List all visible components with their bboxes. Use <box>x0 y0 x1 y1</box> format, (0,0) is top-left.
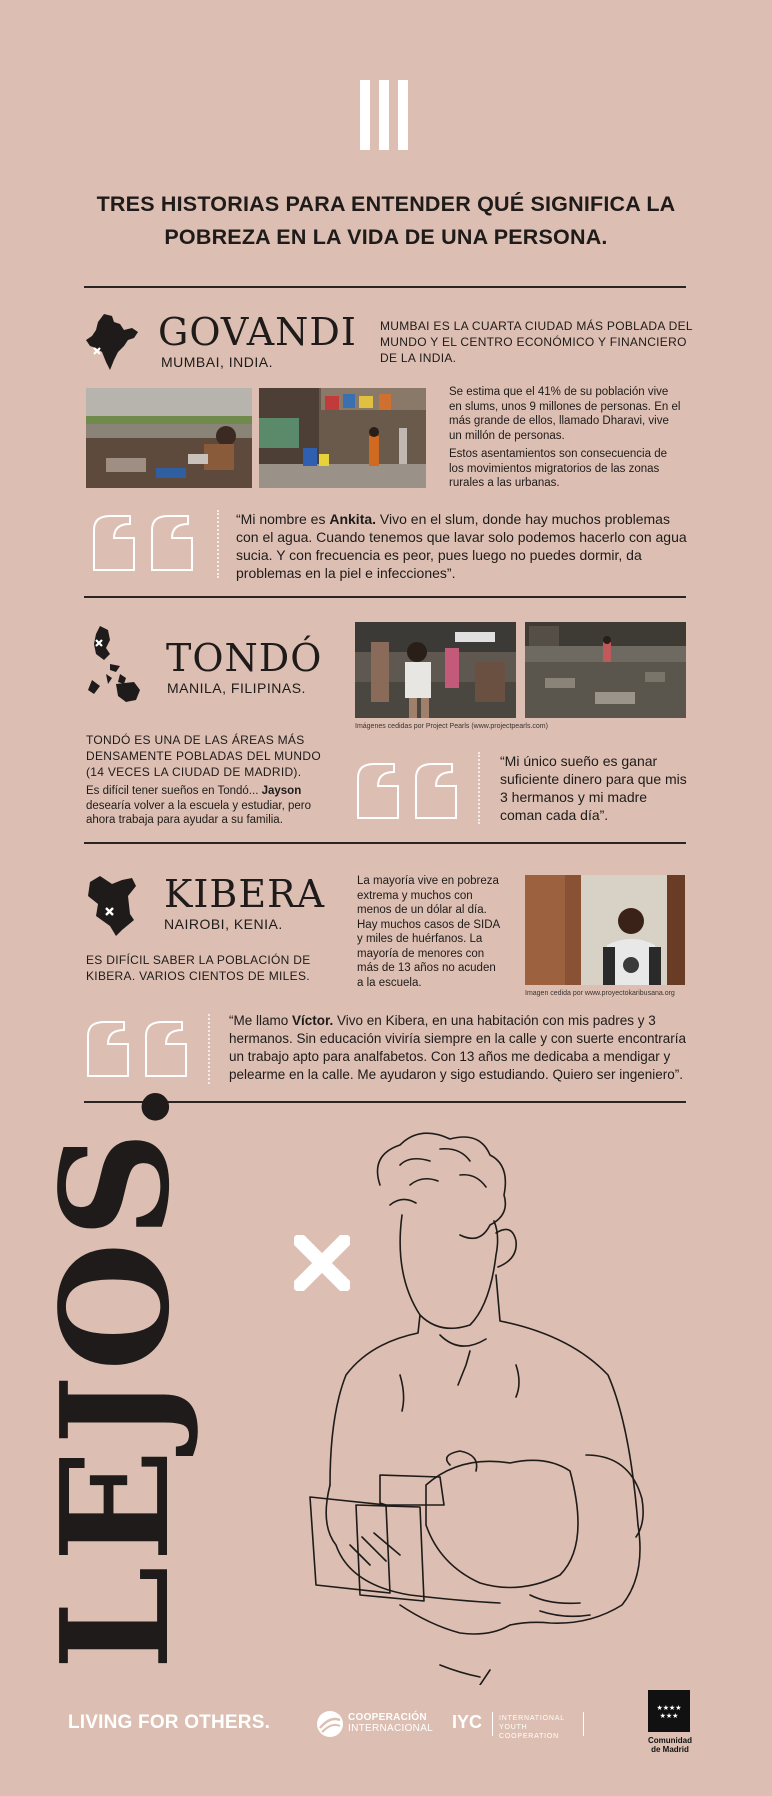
kibera-location: NAIROBI, KENIA. <box>164 916 283 932</box>
quote-divider <box>217 510 219 578</box>
quote-divider <box>478 752 480 824</box>
govandi-intro: MUMBAI ES LA CUARTA CIUDAD MÁS POBLADA DEL MUNDO Y EL CENTRO ECONÓMICO Y FINANCIERO DE LA INDIA. <box>380 319 693 365</box>
tondo-photo-street <box>525 622 686 718</box>
philippines-map-icon <box>86 624 142 704</box>
kibera-intro: ES DIFÍCIL SABER LA POBLACIÓN DE KIBERA. VARIOS CIENTOS DE MILES. <box>86 953 311 983</box>
page-title <box>60 188 712 254</box>
title-line-1: TRES HISTORIAS PARA ENTENDER QUÉ SIGNIFICA LA <box>96 192 676 216</box>
divider <box>84 286 686 288</box>
kibera-quote: “Me llamo Víctor. Vivo en Kibera, en una habitación con mis padres y 3 hermanos. Sin educación viviría siempre en la calle y con suerte encontraría un trabajo apto para analfabetos. Con 13 años me dedicaba a mendigar y pelearme en la calle. Me ayudaron y sigo estudiando. Quiero ser ingeniero”. <box>229 1013 686 1082</box>
svg-text:★★★: ★★★ <box>659 1712 679 1720</box>
cooperacion-internacional-logo: COOPERACIÓN INTERNACIONAL <box>348 1712 434 1734</box>
iyc-logo: IYC <box>452 1712 483 1732</box>
stars-icon <box>648 1690 690 1732</box>
govandi-quote: “Mi nombre es Ankita. Vivo en el slum, donde hay muchos problemas con el agua. Cuando tenemos que lavar solo podemos hacerlo con agua sucia. Y con frecuencia es peor, pues luego no puedes dormir, da problemas en la piel e infecciones”. <box>236 511 687 581</box>
india-map-icon <box>84 312 140 372</box>
title-line-2: POBREZA EN LA VIDA DE UNA PERSONA. <box>164 225 608 249</box>
comunidad-de-madrid-label: Comunidad de Madrid <box>648 1736 692 1754</box>
quote-mark-icon <box>352 760 466 820</box>
tondo-intro: TONDÓ ES UNA DE LAS ÁREAS MÁS DENSAMENTE POBLADAS DEL MUNDO (14 VECES LA CIUDAD DE MADRID). <box>86 733 321 779</box>
big-word-lejos: LEJOS. <box>28 1077 202 1670</box>
tondo-quote: “Mi único sueño es ganar suficiente dinero para que mis 3 hermanos y mi madre coman cada día”. <box>500 753 687 823</box>
govandi-photo-slum-street <box>259 388 426 488</box>
kibera-paragraph: La mayoría vive en pobreza extrema y muchos con menos de un dólar al día. Hay muchos casos de SIDA y miles de huérfanos. La mayoría de menores con más de 13 años no acuden a la escuela. <box>357 875 501 989</box>
living-for-others-logo: LIVING FOR OTHERS. <box>68 1712 271 1733</box>
govandi-paragraph-1: Se estima que el 41% de su población vive en slums, unos 9 millones de personas. En el más grande de ellos, llamado Dharavi, vive un millón de personas. <box>449 386 681 442</box>
kenya-map-icon <box>86 874 142 936</box>
tondo-location: MANILA, FILIPINAS. <box>167 680 306 696</box>
quote-mark-icon <box>82 1018 196 1078</box>
kibera-photo-credit: Imagen cedida por www.proyectokaribusana.org <box>525 990 675 997</box>
comunidad-de-madrid-flag <box>648 1690 690 1732</box>
kibera-title: KIBERA <box>164 872 326 916</box>
tondo-photo-credit: Imágenes cedidas por Project Pearls (www.projectpearls.com) <box>355 723 548 730</box>
roman-numeral-three <box>360 80 408 150</box>
cooperacion-internacional-logo-icon <box>316 1710 344 1738</box>
svg-text:★★★★: ★★★★ <box>656 1704 682 1712</box>
divider <box>84 842 686 844</box>
govandi-paragraph-2: Estos asentamientos son consecuencia de los movimientos migratorios de las zonas rurales a las urbanas. <box>449 448 667 489</box>
tondo-title: TONDÓ <box>166 636 323 680</box>
divider <box>84 596 686 598</box>
govandi-location: MUMBAI, INDIA. <box>161 354 274 370</box>
quote-mark-icon <box>88 512 202 572</box>
line-drawing-person-carrying-boxes <box>290 1125 690 1685</box>
tondo-paragraph: Es difícil tener sueños en Tondó... Jayson desearía volver a la escuela y estudiar, pero ahora trabaja para ayudar a su familia. <box>86 785 312 826</box>
quote-divider <box>208 1014 210 1084</box>
international-youth-cooperation-logo: INTERNATIONAL YOUTH COOPERATION <box>492 1712 584 1736</box>
kibera-photo-boy <box>525 875 685 985</box>
govandi-photo-garbage <box>86 388 252 488</box>
govandi-title: GOVANDI <box>158 310 357 354</box>
tondo-photo-girl <box>355 622 516 718</box>
